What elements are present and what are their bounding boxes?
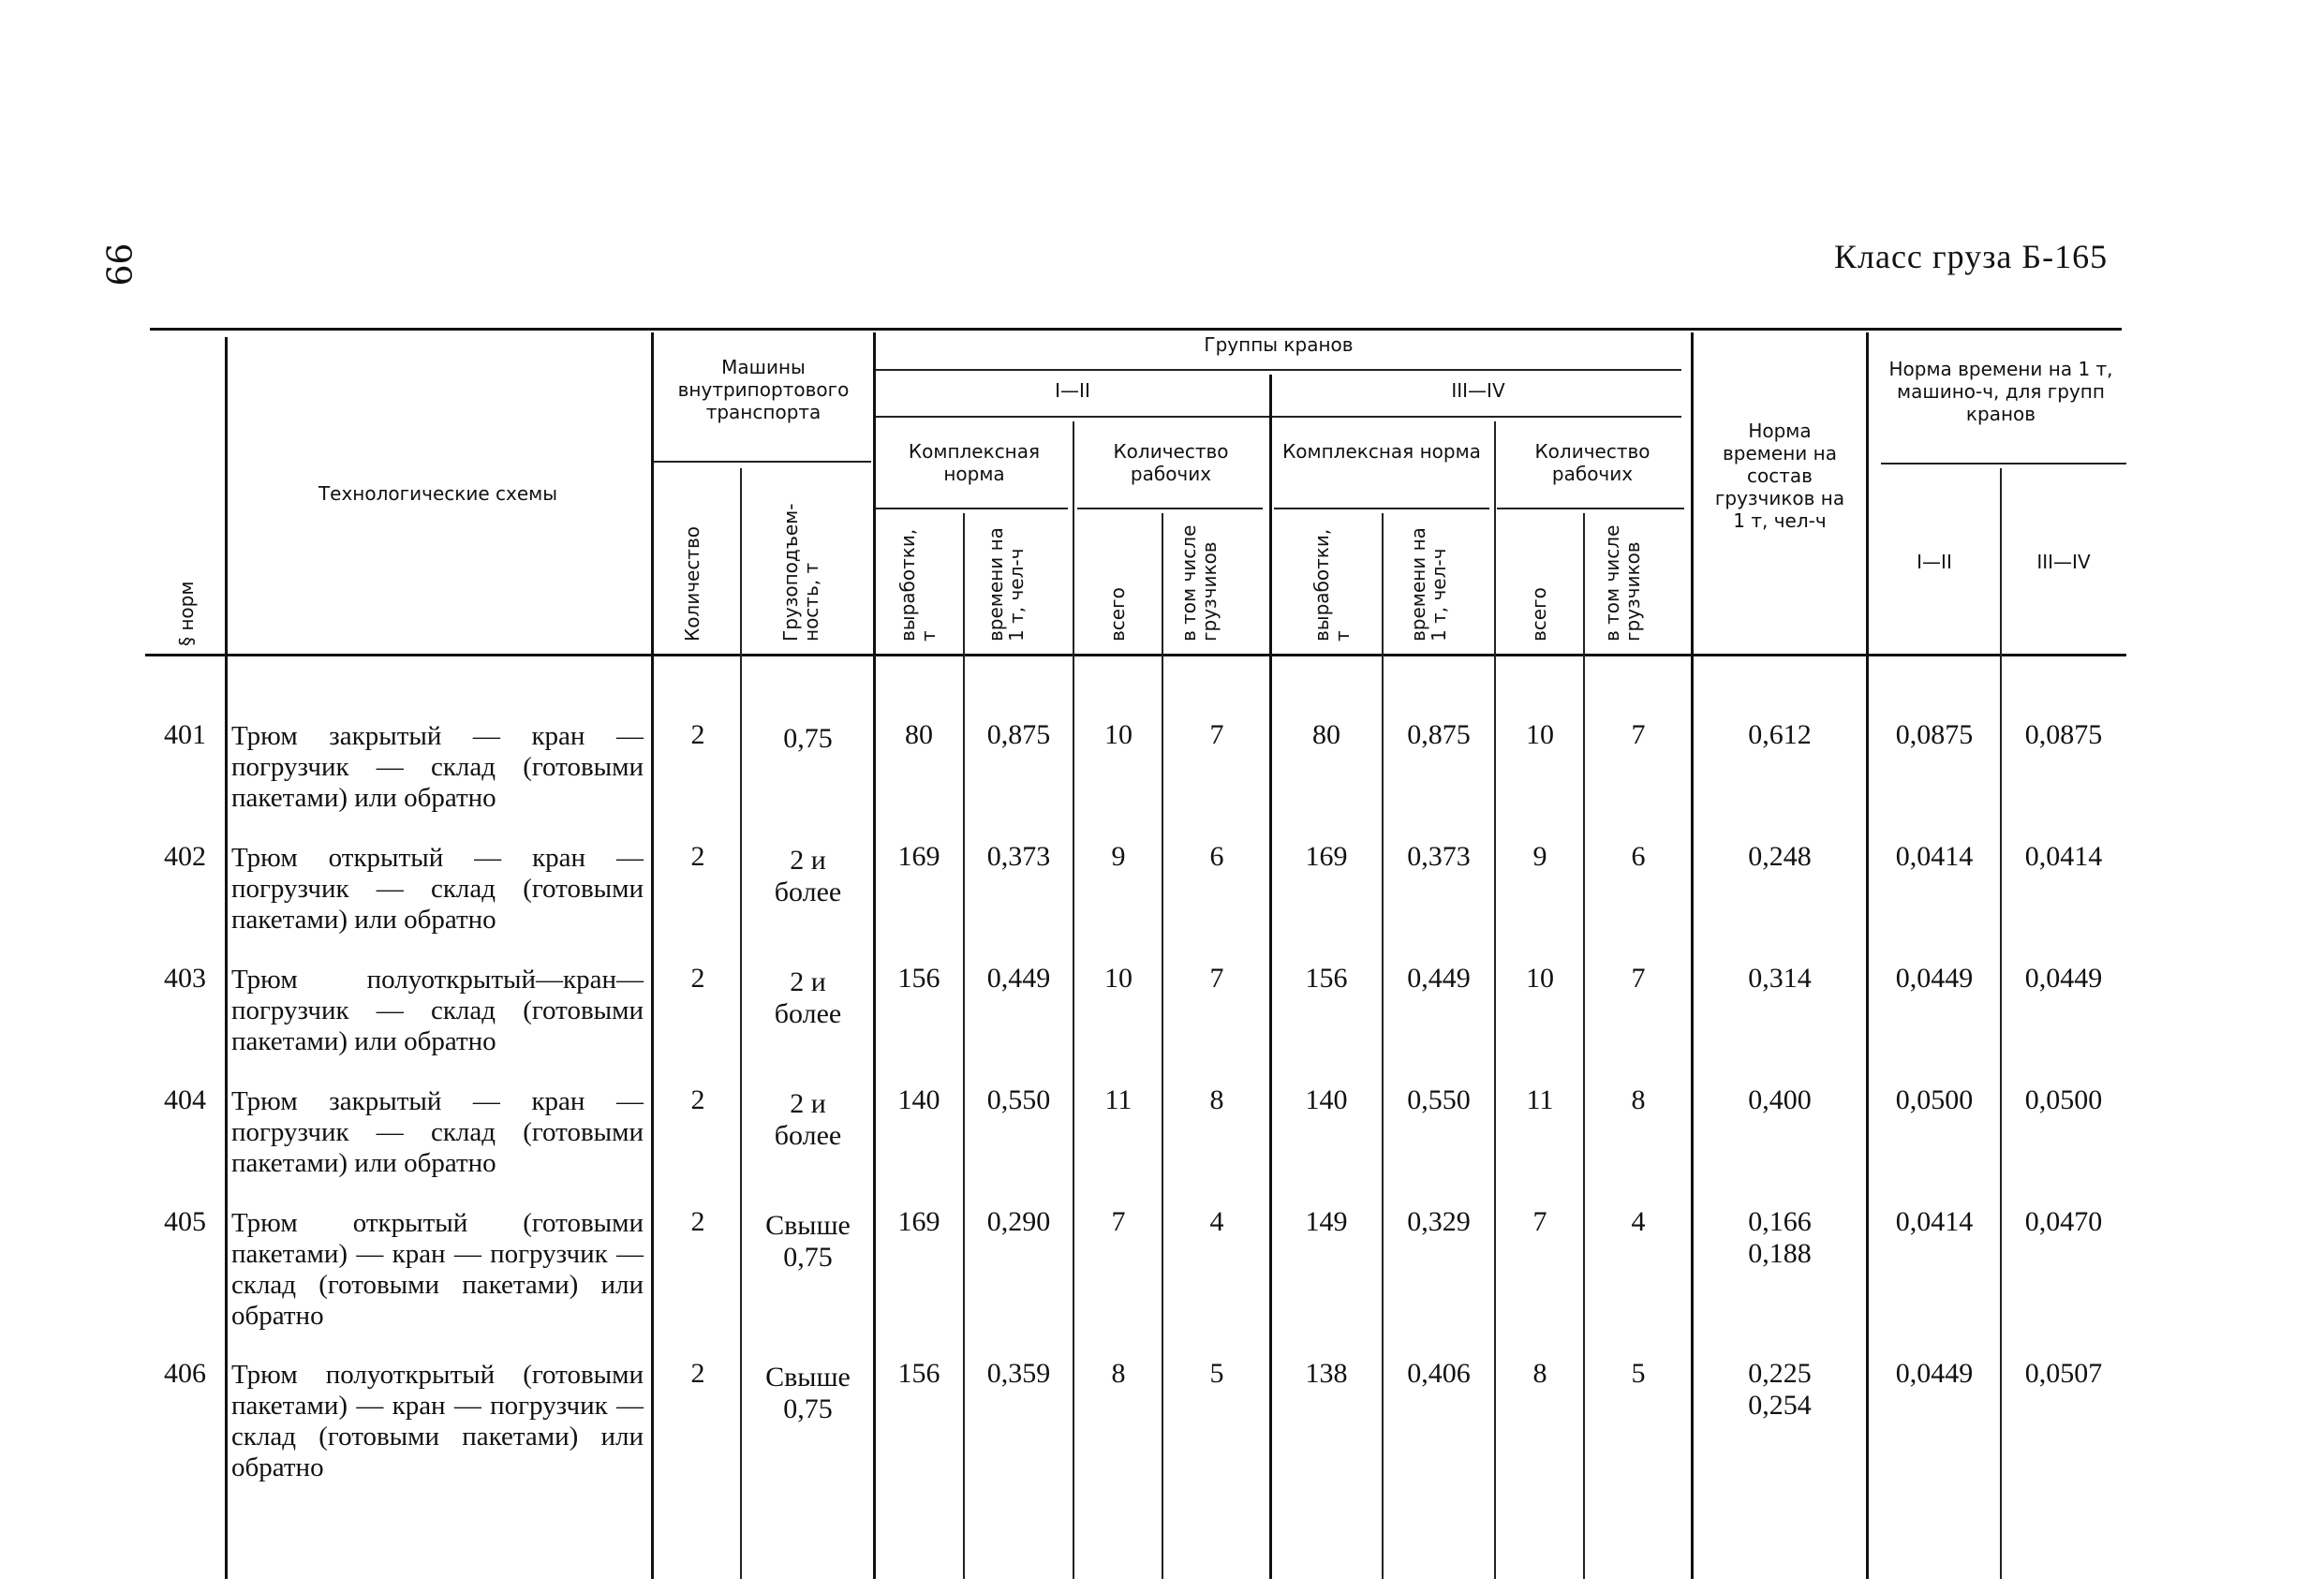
- machines-qty: 2: [690, 841, 705, 872]
- loaders-2: 6: [1631, 841, 1646, 872]
- loaders-norm: 0,400: [1748, 1084, 1812, 1115]
- cargo-class-title: Класс груза Б-165: [1834, 238, 2109, 275]
- header-machines: Машины внутрипортового транспорта: [677, 356, 850, 423]
- workers-total-2: 11: [1526, 1084, 1554, 1115]
- workers-total-1: 10: [1104, 719, 1132, 750]
- header-workers-count-2: Количество рабочих: [1534, 440, 1650, 485]
- machines-capacity: 2 и более: [774, 845, 842, 907]
- scheme-description: Трюм закрытый — кран — погрузчик — склад (готовыми пакетами) или обратно: [231, 721, 644, 813]
- header-machines-qty: Количество: [681, 525, 703, 641]
- workers-total-2: 7: [1532, 1206, 1547, 1237]
- workers-total-1: 7: [1111, 1206, 1126, 1237]
- norm-number: 403: [164, 963, 206, 994]
- machines-qty: 2: [690, 963, 705, 994]
- header-total-1: всего: [1106, 587, 1129, 641]
- scheme-description: Трюм полуоткрытый—кран—погрузчик — склад (готовыми пакетами) или обратно: [231, 965, 644, 1056]
- loaders-1: 7: [1209, 719, 1224, 750]
- machines-qty: 2: [690, 1084, 705, 1115]
- output-2: 80: [1312, 719, 1340, 750]
- norm-number: 405: [164, 1206, 206, 1237]
- workers-total-1: 10: [1104, 963, 1132, 994]
- header-group-2: III—IV: [1451, 379, 1505, 402]
- machine-norm-2: 0,0507: [2024, 1358, 2103, 1389]
- loaders-norm: 0,225 0,254: [1748, 1358, 1812, 1421]
- header-complex-norm-1: Комплексная норма: [908, 440, 1041, 485]
- scheme-description: Трюм открытый — кран — погрузчик — склад (готовыми пакетами) или обратно: [231, 843, 644, 935]
- norm-number: 406: [164, 1358, 206, 1389]
- time-1: 0,875: [986, 719, 1051, 750]
- workers-total-2: 9: [1532, 841, 1547, 872]
- scheme-description: Трюм открытый (готовыми пакетами) — кран — погрузчик — склад (готовыми пакетами) или обратно: [231, 1208, 644, 1331]
- machines-capacity: 2 и более: [774, 966, 842, 1029]
- norm-number: 401: [164, 719, 206, 750]
- output-1: 156: [897, 963, 940, 994]
- machines-capacity: Свыше 0,75: [765, 1210, 851, 1273]
- header-machine-group-1: I—II: [1917, 551, 1952, 573]
- loaders-norm: 0,612: [1748, 719, 1812, 750]
- loaders-1: 4: [1209, 1206, 1224, 1237]
- time-2: 0,449: [1407, 963, 1471, 994]
- output-2: 140: [1305, 1084, 1348, 1115]
- loaders-norm: 0,166 0,188: [1748, 1206, 1812, 1269]
- header-time-1: времени на 1 т, чел-ч: [984, 527, 1028, 641]
- output-2: 149: [1305, 1206, 1348, 1237]
- output-1: 169: [897, 841, 940, 872]
- workers-total-1: 11: [1104, 1084, 1132, 1115]
- time-1: 0,359: [986, 1358, 1051, 1389]
- machine-norm-2: 0,0500: [2024, 1084, 2103, 1115]
- output-1: 80: [905, 719, 933, 750]
- header-output-1: выработки, т: [896, 528, 940, 641]
- header-loaders-norm: Норма времени на состав грузчиков на 1 т, чел-ч: [1714, 420, 1845, 532]
- time-1: 0,449: [986, 963, 1051, 994]
- output-1: 156: [897, 1358, 940, 1389]
- machine-norm-1: 0,0500: [1895, 1084, 1974, 1115]
- header-norm-no: § норм: [175, 581, 198, 646]
- time-2: 0,406: [1407, 1358, 1471, 1389]
- loaders-1: 7: [1209, 963, 1224, 994]
- machines-qty: 2: [690, 1358, 705, 1389]
- header-machine-norm: Норма времени на 1 т, машино-ч, для групп кранов: [1888, 358, 2113, 425]
- workers-total-2: 8: [1532, 1358, 1547, 1389]
- loaders-2: 4: [1631, 1206, 1646, 1237]
- machines-qty: 2: [690, 719, 705, 750]
- machine-norm-1: 0,0414: [1895, 841, 1974, 872]
- machine-norm-2: 0,0470: [2024, 1206, 2103, 1237]
- loaders-2: 7: [1631, 963, 1646, 994]
- header-time-2: времени на 1 т, чел-ч: [1407, 527, 1450, 641]
- workers-total-1: 9: [1111, 841, 1126, 872]
- output-2: 169: [1305, 841, 1348, 872]
- header-crane-groups: Группы кранов: [1204, 333, 1354, 356]
- workers-total-1: 8: [1111, 1358, 1126, 1389]
- machine-norm-1: 0,0414: [1895, 1206, 1974, 1237]
- norm-number: 402: [164, 841, 206, 872]
- machine-norm-2: 0,0875: [2024, 719, 2103, 750]
- loaders-norm: 0,314: [1748, 963, 1812, 994]
- machines-capacity: 2 и более: [774, 1088, 842, 1151]
- loaders-2: 5: [1631, 1358, 1646, 1389]
- loaders-2: 8: [1631, 1084, 1646, 1115]
- time-2: 0,875: [1407, 719, 1471, 750]
- header-group-1: I—II: [1055, 379, 1090, 402]
- time-2: 0,329: [1407, 1206, 1471, 1237]
- time-2: 0,550: [1407, 1084, 1471, 1115]
- time-1: 0,550: [986, 1084, 1051, 1115]
- time-1: 0,290: [986, 1206, 1051, 1237]
- workers-total-2: 10: [1526, 719, 1554, 750]
- output-1: 169: [897, 1206, 940, 1237]
- machine-norm-1: 0,0875: [1895, 719, 1974, 750]
- header-machines-cap: Грузоподъем-ность, т: [779, 503, 822, 641]
- header-machine-group-2: III—IV: [2036, 551, 2091, 573]
- loaders-1: 5: [1209, 1358, 1224, 1389]
- time-1: 0,373: [986, 841, 1051, 872]
- page-number: 99: [97, 243, 137, 287]
- workers-total-2: 10: [1526, 963, 1554, 994]
- header-workers-count-1: Количество рабочих: [1113, 440, 1229, 485]
- loaders-1: 6: [1209, 841, 1224, 872]
- scheme-description: Трюм полуоткрытый (готовыми пакетами) — кран — погрузчик — склад (готовыми пакетами) или обратно: [231, 1360, 644, 1482]
- machines-qty: 2: [690, 1206, 705, 1237]
- header-total-2: всего: [1528, 587, 1550, 641]
- machines-capacity: 0,75: [783, 723, 833, 754]
- output-2: 156: [1305, 963, 1348, 994]
- machine-norm-2: 0,0414: [2024, 841, 2103, 872]
- machines-capacity: Свыше 0,75: [765, 1362, 851, 1424]
- time-2: 0,373: [1407, 841, 1471, 872]
- norm-number: 404: [164, 1084, 206, 1115]
- header-output-2: выработки, т: [1310, 528, 1354, 641]
- header-complex-norm-2: Комплексная норма: [1282, 440, 1481, 463]
- machine-norm-1: 0,0449: [1895, 1358, 1974, 1389]
- loaders-norm: 0,248: [1748, 841, 1812, 872]
- header-schemes: Технологические схемы: [318, 482, 558, 505]
- machine-norm-1: 0,0449: [1895, 963, 1974, 994]
- scheme-description: Трюм закрытый — кран — погрузчик — склад (готовыми пакетами) или обратно: [231, 1086, 644, 1178]
- output-2: 138: [1305, 1358, 1348, 1389]
- header-incl-1: в том числе грузчиков: [1177, 524, 1221, 641]
- loaders-2: 7: [1631, 719, 1646, 750]
- machine-norm-2: 0,0449: [2024, 963, 2103, 994]
- loaders-1: 8: [1209, 1084, 1224, 1115]
- output-1: 140: [897, 1084, 940, 1115]
- header-incl-2: в том числе грузчиков: [1601, 524, 1644, 641]
